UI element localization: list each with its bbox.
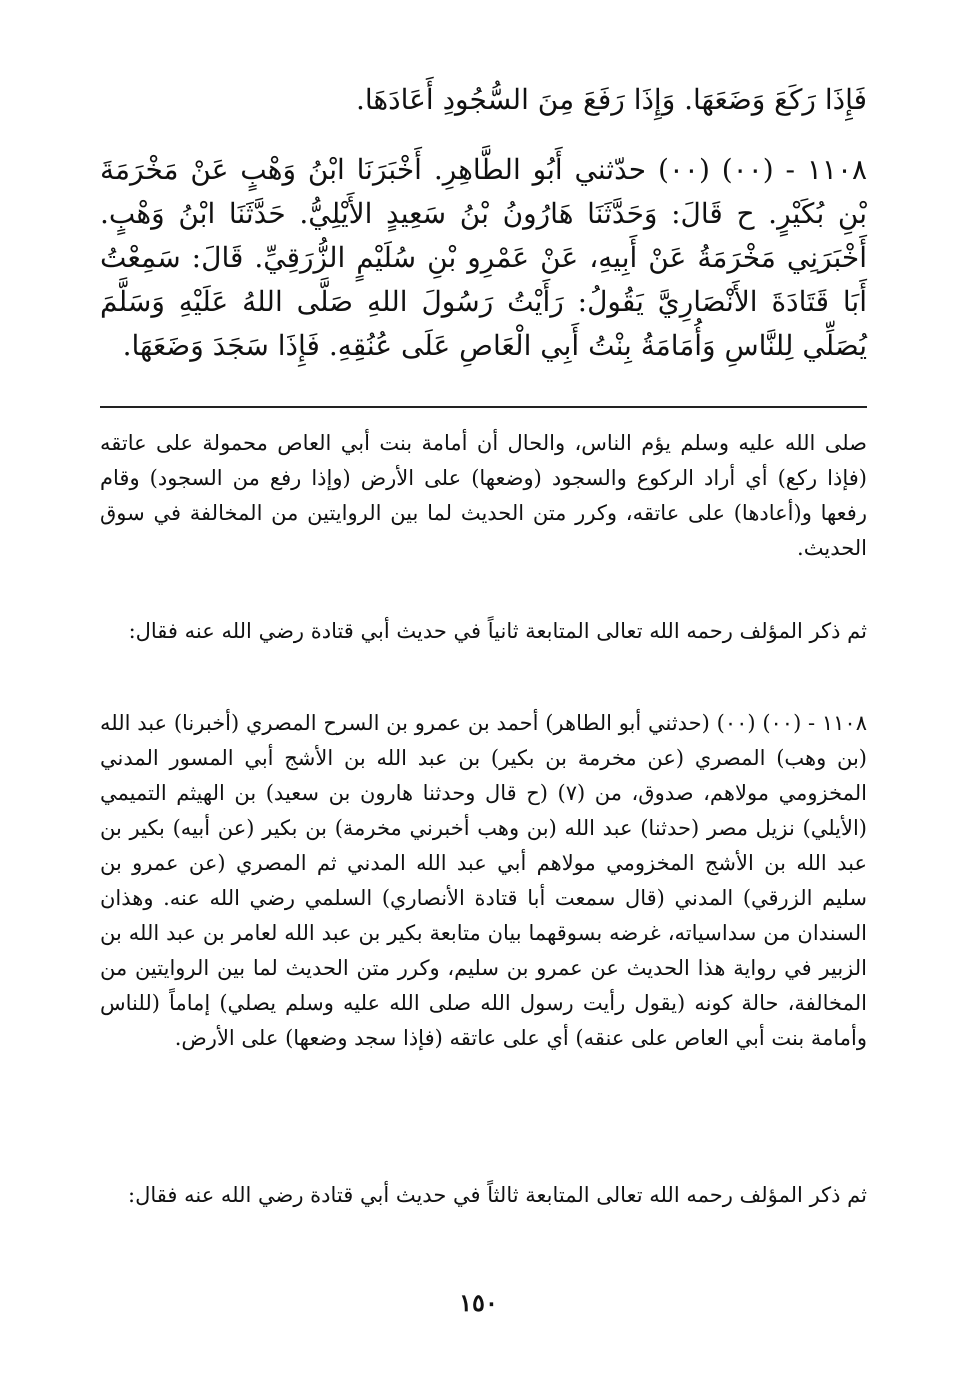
hadith-1108-text — [100, 148, 867, 368]
hadith-text-top — [100, 78, 867, 122]
footnote-divider — [100, 406, 867, 408]
commentary-block-3 — [100, 706, 867, 1056]
commentary-paragraph-2: ثم ذكر المؤلف رحمه الله تعالى المتابعة ثانياً في حديث أبي قتادة رضي الله عنه فقال: — [128, 619, 867, 643]
commentary-block-2 — [100, 614, 867, 649]
page-number: ١٥٠ — [459, 1288, 498, 1317]
commentary-paragraph-4: ثم ذكر المؤلف رحمه الله تعالى المتابعة ثالثاً في حديث أبي قتادة رضي الله عنه فقال: — [128, 1183, 867, 1207]
hadith-continuation-line: فَإِذَا رَكَعَ وَضَعَهَا. وَإِذَا رَفَعَ مِنَ السُّجُودِ أَعَادَهَا. — [355, 83, 867, 116]
commentary-block-1 — [100, 426, 867, 566]
hadith-1108-paragraph: ١١٠٨ - (٠٠) (٠٠) حدّثني أَبُو الطَّاهِرِ. أَخْبَرَنَا ابْنُ وَهْبٍ عَنْ مَخْرَمَةَ بْنِ بُكَيْرٍ. ح قَالَ: وَحَدَّثَنَا هَارُونُ بْنُ سَعِيدٍ الأَيْلِيُّ. حَدَّثَنَا ابْنُ وَهْبٍ. أَخْبَرَنِي مَخْرَمَةُ عَنْ أَبِيهِ، عَنْ عَمْرِو بْنِ سُلَيْمٍ الزُّرَقِيِّ. قَالَ: سَمِعْتُ أَبَا قَتَادَةَ الأَنْصَارِيَّ يَقُولُ: رَأَيْتُ رَسُولَ اللهِ صَلَّى اللهُ عَلَيْهِ وَسَلَّمَ يُصَلِّي لِلنَّاسِ وَأُمَامَةُ بِنْتُ أَبِي الْعَاصِ عَلَى عُنُقِهِ. فَإِذَا سَجَدَ وَضَعَهَا. — [100, 153, 868, 362]
commentary-paragraph-3: ١١٠٨ - (٠٠) (٠٠) (حدثني أبو الطاهر) أحمد بن عمرو بن السرح المصري (أخبرنا) عبد الله (بن وهب) المصري (عن مخرمة بن بكير) بن عبد الله بن الأشج أبي المسور المدني المخزومي مولاهم، صدوق، من (٧) (ح قال وحدثنا هارون بن سعيد) بن الهيثم التميمي (الأيلي) نزيل مصر (حدثنا) عبد الله (بن وهب أخبرني مخرمة) بن بكير (عن أبيه) بكير بن عبد الله بن الأشج المخزومي مولاهم أبي عبد الله المدني ثم المصري (عن عمرو بن سليم الزرقي) المدني (قال سمعت أبا قتادة الأنصاري) السلمي رضي الله عنه. وهذان السندان من سداسياته، غرضه بسوقهما بيان متابعة بكير بن عبد الله لعامر بن عبد الله بن الزبير في رواية هذا الحديث عن عمرو بن سليم، وكرر متن الحديث لما بين الروايتين من المخالفة، حالة كونه (يقول رأيت رسول الله صلى الله عليه وسلم يصلي) إماماً (للناس وأمامة بنت أبي العاص على عنقه) أي على عاتقه (فإذا سجد وضعها) على الأرض. — [100, 711, 867, 1050]
commentary-paragraph-1: صلى الله عليه وسلم يؤم الناس، والحال أن أمامة بنت أبي العاص محمولة على عاتقه (فإذا ركع) أي أراد الركوع والسجود (وضعها) على الأرض (وإذا رفع من السجود) وقام رفعها و(أعادها) على عاتقه، وكرر متن الحديث لما بين الروايتين من المخالفة في سوق الحديث. — [100, 431, 867, 560]
commentary-block-4 — [100, 1178, 867, 1213]
